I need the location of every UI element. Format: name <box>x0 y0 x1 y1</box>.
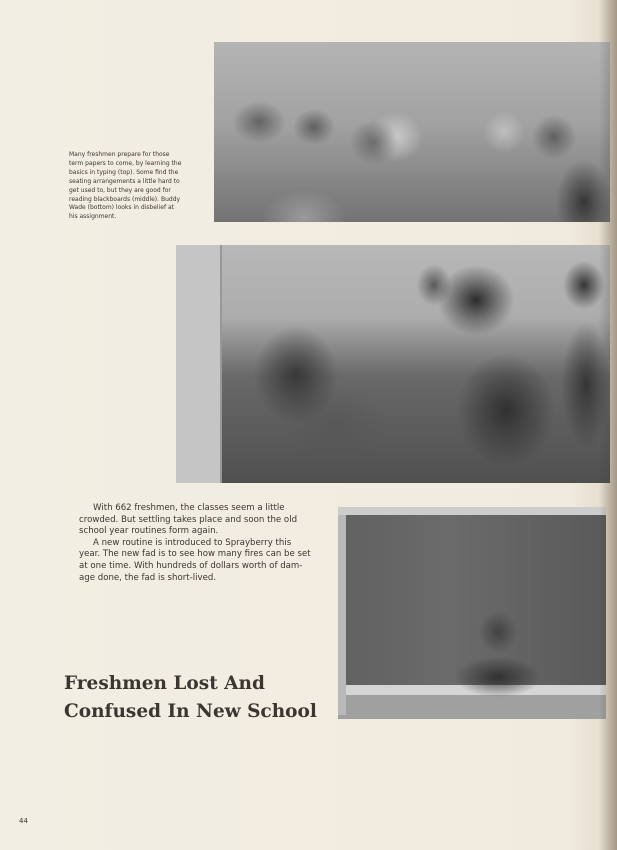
caption-line: basics in typing (top). Some find the <box>69 168 179 176</box>
caption-line: Many freshmen prepare for those <box>69 151 170 158</box>
page-number: 44 <box>19 817 28 825</box>
caption-line: reading blackboards (middle). Buddy <box>69 195 181 203</box>
article-line: A new routine is introduced to Sprayberry this <box>93 537 292 548</box>
caption-line: seating arrangements a little hard to <box>69 177 180 185</box>
page-headline <box>64 670 334 726</box>
article-body <box>79 503 331 584</box>
article-line: age done, the fad is short-lived. <box>79 572 217 583</box>
caption-line: term papers to come, by learning the <box>69 159 182 167</box>
article-line: school year routines form again. <box>79 526 219 537</box>
photo-caption <box>69 151 205 222</box>
article-line: With 662 freshmen, the classes seem a little <box>93 503 285 513</box>
photo-typing-class <box>214 42 610 222</box>
headline-line: Confused In New School <box>64 701 317 722</box>
article-paragraph <box>79 538 331 584</box>
headline-line: Freshmen Lost And <box>64 673 265 694</box>
article-paragraph <box>79 503 331 538</box>
binding-shadow <box>599 0 617 850</box>
article-line: year. The new fad is to see how many fires can be set <box>79 549 311 560</box>
article-line: crowded. But settling takes place and soon the old <box>79 514 298 525</box>
photo-student-at-desk <box>338 507 606 719</box>
caption-line: Wade (bottom) looks in disbelief at <box>69 204 174 212</box>
article-line: at one time. With hundreds of dollars worth of dam- <box>79 560 303 571</box>
caption-line: get used to, but they are good for <box>69 186 171 194</box>
photo-students-on-floor <box>176 245 610 483</box>
caption-line: his assignment. <box>69 213 117 221</box>
